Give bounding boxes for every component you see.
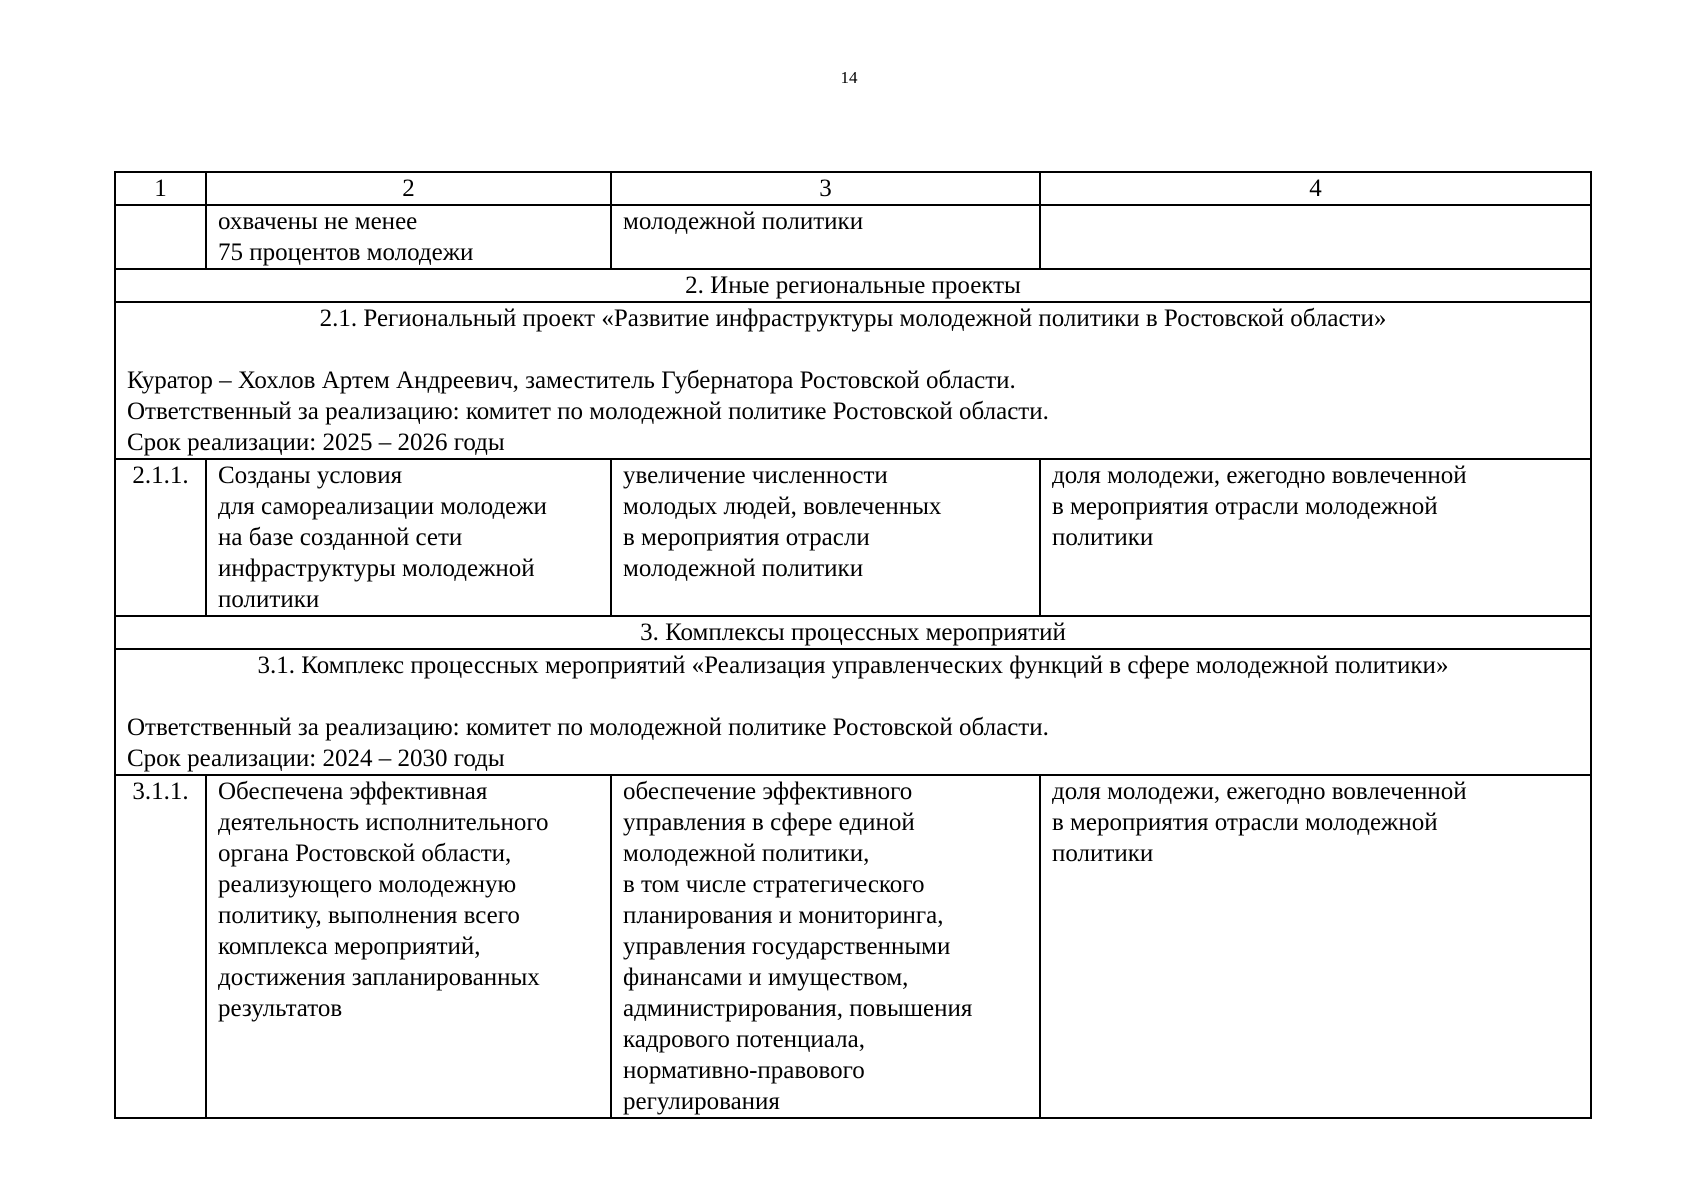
continuation-num xyxy=(115,205,206,269)
complex-3-1-responsible: Ответственный за реализацию: комитет по молодежной политике Ростовской области. xyxy=(127,714,1049,741)
continuation-effect: молодежной политики xyxy=(611,205,1040,269)
project-2-1-curator: Куратор – Хохлов Артем Андреевич, заместитель Губернатора Ростовской области. xyxy=(127,367,1016,394)
project-2-1-title: 2.1. Региональный проект «Развитие инфраструктуры молодежной политики в Ростовской области» xyxy=(319,305,1387,332)
structure-table xyxy=(114,171,1592,1119)
header-cell-4: 4 xyxy=(1040,172,1591,205)
table-row-3-1-1 xyxy=(115,775,1591,1118)
project-2-1-term: Срок реализации: 2025 – 2026 годы xyxy=(127,429,505,456)
continuation-task: охвачены не менее 75 процентов молодежи xyxy=(206,205,611,269)
header-row xyxy=(115,172,1591,205)
complex-3-1-term: Срок реализации: 2024 – 2030 годы xyxy=(127,745,505,772)
row-3-1-1-num: 3.1.1. xyxy=(115,775,206,1118)
block-spacer xyxy=(127,334,1579,365)
row-3-1-1-indicator: доля молодежи, ежегодно вовлеченной в мероприятия отрасли молодежной политики xyxy=(1040,775,1591,1118)
row-2-1-1-task: Созданы условия для самореализации молодежи на базе созданной сети инфраструктуры молодежной политики xyxy=(206,459,611,616)
header-cell-1: 1 xyxy=(115,172,206,205)
continuation-row xyxy=(115,205,1591,269)
section-2-title-row xyxy=(115,269,1591,302)
block-spacer xyxy=(127,681,1579,712)
project-2-1-responsible: Ответственный за реализацию: комитет по молодежной политике Ростовской области. xyxy=(127,398,1049,425)
section-2-block xyxy=(115,302,1591,459)
complex-3-1-title: 3.1. Комплекс процессных мероприятий «Реализация управленческих функций в сфере молодежной политики» xyxy=(257,652,1449,679)
section-3-title: 3. Комплексы процессных мероприятий xyxy=(115,616,1591,649)
section-3-block-row xyxy=(115,649,1591,775)
page-number: 14 xyxy=(840,68,858,87)
row-3-1-1-effect: обеспечение эффективного управления в сфере единой молодежной политики, в том числе стратегического планирования и мониторинга, управления государственными финансами и имуществом, администрирования, повышения кадрового потенциала, нормативно-правового регулирования xyxy=(611,775,1040,1118)
row-2-1-1-indicator: доля молодежи, ежегодно вовлеченной в мероприятия отрасли молодежной политики xyxy=(1040,459,1591,616)
section-2-block-row xyxy=(115,302,1591,459)
section-2-title: 2. Иные региональные проекты xyxy=(115,269,1591,302)
continuation-indicator xyxy=(1040,205,1591,269)
table-row-2-1-1 xyxy=(115,459,1591,616)
section-3-block xyxy=(115,649,1591,775)
header-cell-3: 3 xyxy=(611,172,1040,205)
row-2-1-1-num: 2.1.1. xyxy=(115,459,206,616)
row-3-1-1-task: Обеспечена эффективная деятельность исполнительного органа Ростовской области, реализующего молодежную политику, выполнения всего комплекса мероприятий, достижения запланированных результатов xyxy=(206,775,611,1118)
row-2-1-1-effect: увеличение численности молодых людей, вовлеченных в мероприятия отрасли молодежной политики xyxy=(611,459,1040,616)
section-3-title-row xyxy=(115,616,1591,649)
header-cell-2: 2 xyxy=(206,172,611,205)
